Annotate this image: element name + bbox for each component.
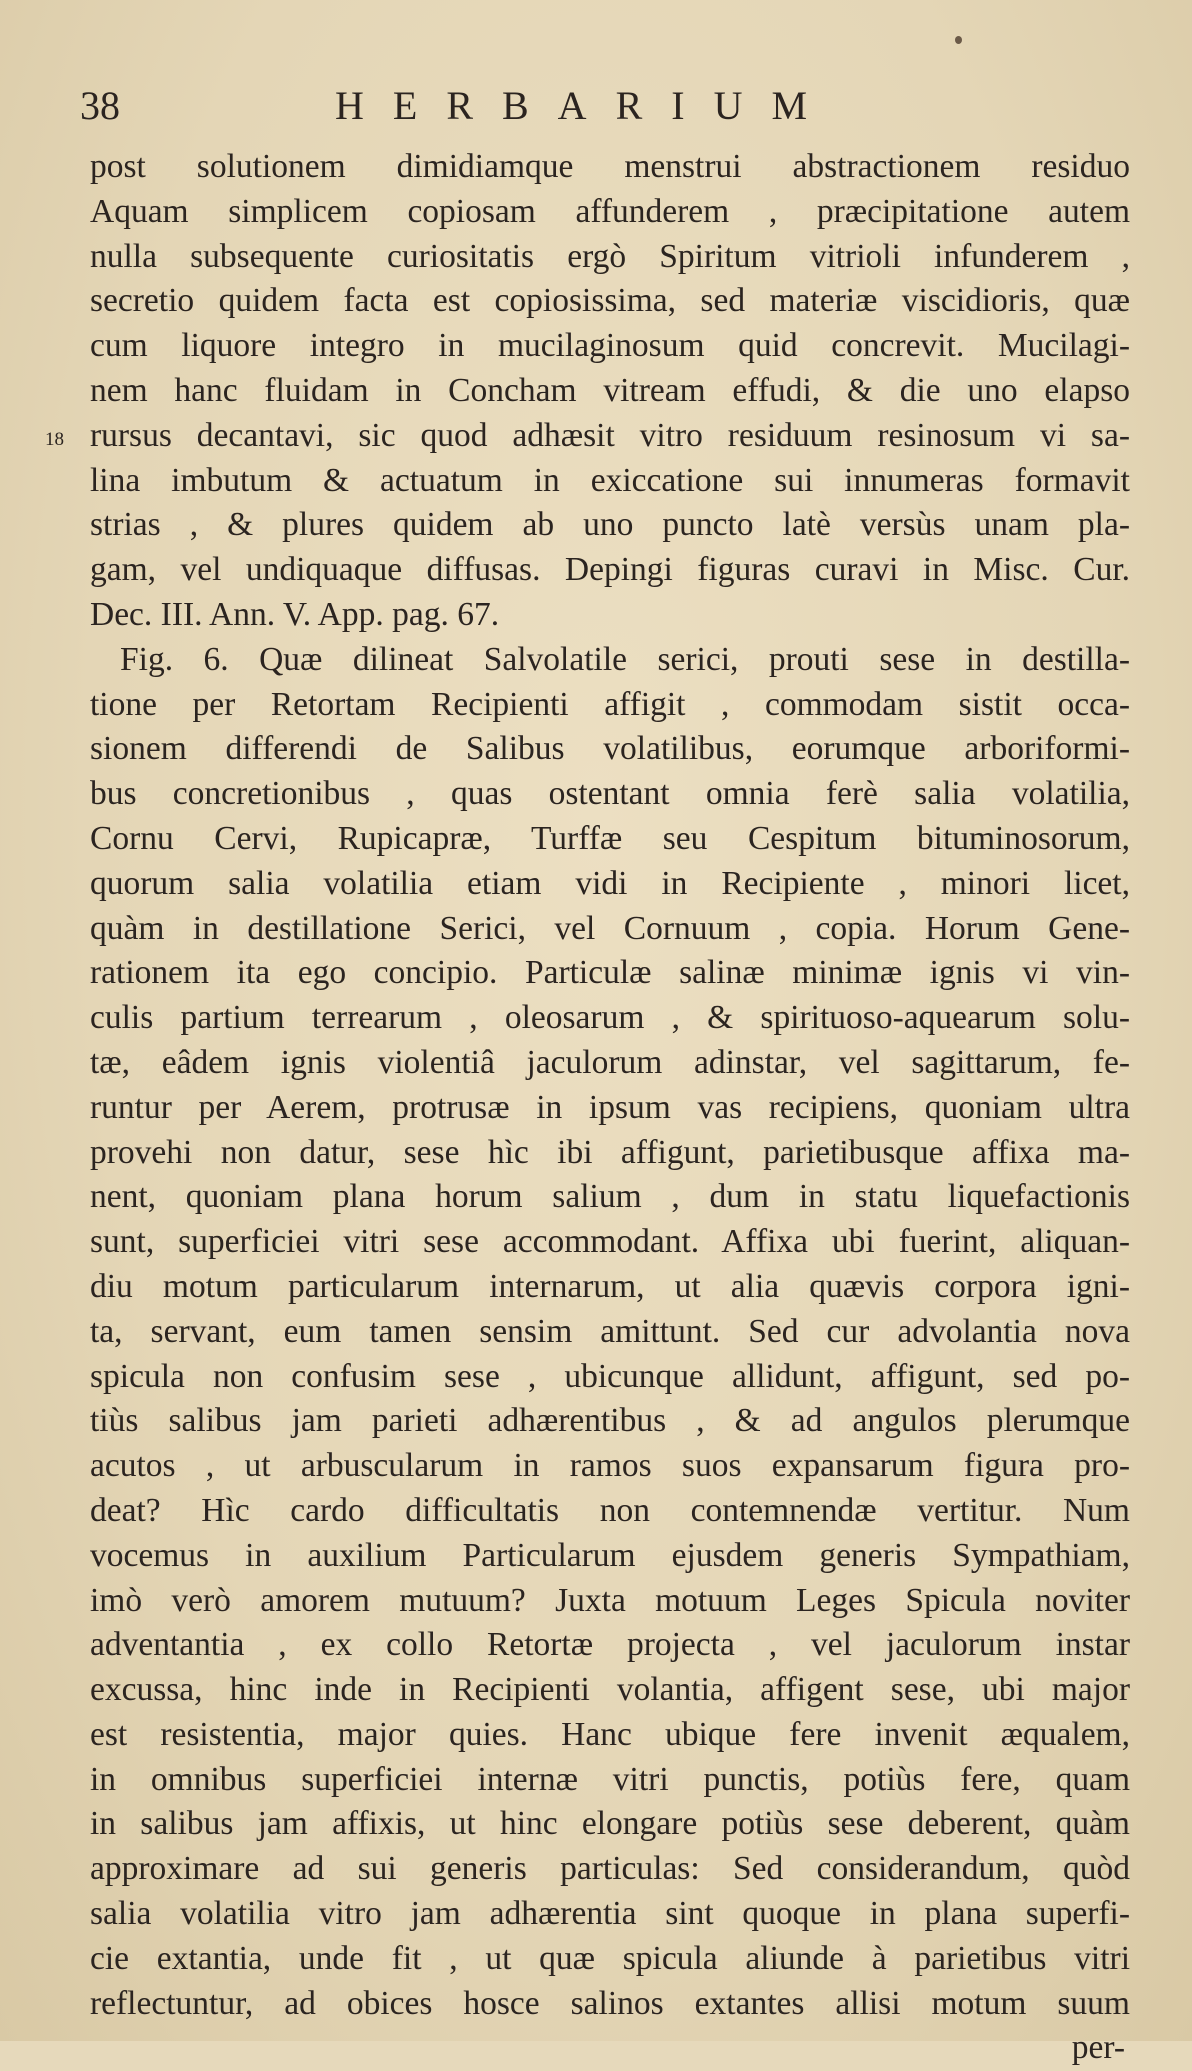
text-line: culis partium terrearum , oleosarum , & spirituoso-aquearum solu- xyxy=(90,999,1130,1037)
text-line: in salibus jam affixis, ut hinc elongare potiùs sese deberent, quàm xyxy=(90,1805,1130,1843)
body-text xyxy=(45,145,1130,2071)
text-line: tiùs salibus jam parieti adhærentibus , & ad angulos plerumque xyxy=(90,1402,1130,1440)
text-line: in omnibus superficiei internæ vitri punctis, potiùs fere, quam xyxy=(90,1760,1130,1798)
page-number: 38 xyxy=(80,83,120,128)
text-line: Cornu Cervi, Rupicapræ, Turffæ seu Cespitum bituminosorum, xyxy=(90,819,1130,857)
running-title: HERBARIUM xyxy=(335,83,837,128)
ink-spot xyxy=(955,36,962,44)
text-line: vocemus in auxilium Particularum ejusdem generis Sympathiam, xyxy=(90,1536,1130,1574)
text-line: nulla subsequente curiositatis ergò Spiritum vitrioli infunderem , xyxy=(90,237,1130,275)
text-line: quàm in destillatione Serici, vel Cornuum , copia. Horum Gene- xyxy=(90,909,1130,947)
text-line: diu motum particularum internarum, ut alia quævis corpora igni- xyxy=(90,1267,1130,1305)
text-line: excussa, hinc inde in Recipienti volantia, affigent sese, ubi major xyxy=(90,1671,1130,1709)
text-line: lina imbutum & actuatum in exiccatione sui innumeras formavit xyxy=(90,461,1130,499)
text-line: secretio quidem facta est copiosissima, sed materiæ viscidioris, quæ xyxy=(90,282,1130,320)
text-line: gam, vel undiquaque diffusas. Depingi figuras curavi in Misc. Cur. xyxy=(90,551,1130,589)
text-line: cum liquore integro in mucilaginosum quid concrevit. Mucilagi- xyxy=(90,327,1130,365)
text-line: adventantia , ex collo Retortæ projecta , vel jaculorum instar xyxy=(90,1626,1130,1664)
text-line: cie extantia, unde fit , ut quæ spicula aliunde à parietibus vitri xyxy=(90,1939,1130,1977)
text-line: reflectuntur, ad obices hosce salinos extantes allisi motum suum xyxy=(90,1984,1130,2022)
text-line: provehi non datur, sese hìc ibi affigunt, parietibusque affixa ma- xyxy=(90,1133,1130,1171)
text-line: strias , & plures quidem ab uno puncto latè versùs unam pla- xyxy=(90,506,1130,544)
text-line: quorum salia volatilia etiam vidi in Recipiente , minori licet, xyxy=(90,864,1130,902)
text-line: spicula non confusim sese , ubicunque allidunt, affigunt, sed po- xyxy=(90,1357,1130,1395)
text-line: rationem ita ego concipio. Particulæ salinæ minimæ ignis vi vin- xyxy=(90,954,1130,992)
text-line: nent, quoniam plana horum salium , dum in statu liquefactionis xyxy=(90,1178,1130,1216)
text-line: nem hanc fluidam in Concham vitream effudi, & die uno elapso xyxy=(90,371,1130,409)
text-line: ta, servant, eum tamen sensim amittunt. Sed cur advolantia nova xyxy=(90,1312,1130,1350)
text-line: bus concretionibus , quas ostentant omnia ferè salia volatilia, xyxy=(90,775,1130,813)
text-line: acutos , ut arbuscularum in ramos suos expansarum figura pro- xyxy=(90,1447,1130,1485)
text-line: imò verò amorem mutuum? Juxta motuum Leges Spicula noviter xyxy=(90,1581,1130,1619)
text-line: runtur per Aerem, protrusæ in ipsum vas recipiens, quoniam ultra xyxy=(90,1088,1130,1126)
text-line: per- xyxy=(1071,2029,1125,2067)
text-line: tæ, eâdem ignis violentiâ jaculorum adinstar, vel sagittarum, fe- xyxy=(90,1043,1130,1081)
text-line: approximare ad sui generis particulas: Sed considerandum, quòd xyxy=(90,1850,1130,1888)
text-line: salia volatilia vitro jam adhærentia sint quoque in plana superfi- xyxy=(90,1895,1130,1933)
text-line: Fig. 6. Quæ dilineat Salvolatile serici, prouti sese in destilla- xyxy=(120,640,1130,678)
text-line: rursus decantavi, sic quod adhæsit vitro residuum resinosum vi sa- 18 xyxy=(90,414,1130,459)
text-line: sionem differendi de Salibus volatilibus, eorumque arboriformi- xyxy=(90,730,1130,768)
margin-note: 18 xyxy=(45,428,64,450)
text-line: Dec. III. Ann. V. App. pag. 67. xyxy=(90,595,500,633)
text-line: tione per Retortam Recipienti affigit , commodam sistit occa- xyxy=(90,685,1130,723)
text-line: post solutionem dimidiamque menstrui abstractionem residuo xyxy=(90,148,1130,185)
text-line: Aquam simplicem copiosam affunderem , præcipitatione autem xyxy=(90,192,1130,230)
page-header xyxy=(80,82,1120,142)
text-line: sunt, superficiei vitri sese accommodant. Affixa ubi fuerint, aliquan- xyxy=(90,1223,1130,1261)
text-line: deat? Hìc cardo difficultatis non contemnendæ vertitur. Num xyxy=(90,1491,1130,1529)
text-line: est resistentia, major quies. Hanc ubique fere invenit æqualem, xyxy=(90,1715,1130,1753)
